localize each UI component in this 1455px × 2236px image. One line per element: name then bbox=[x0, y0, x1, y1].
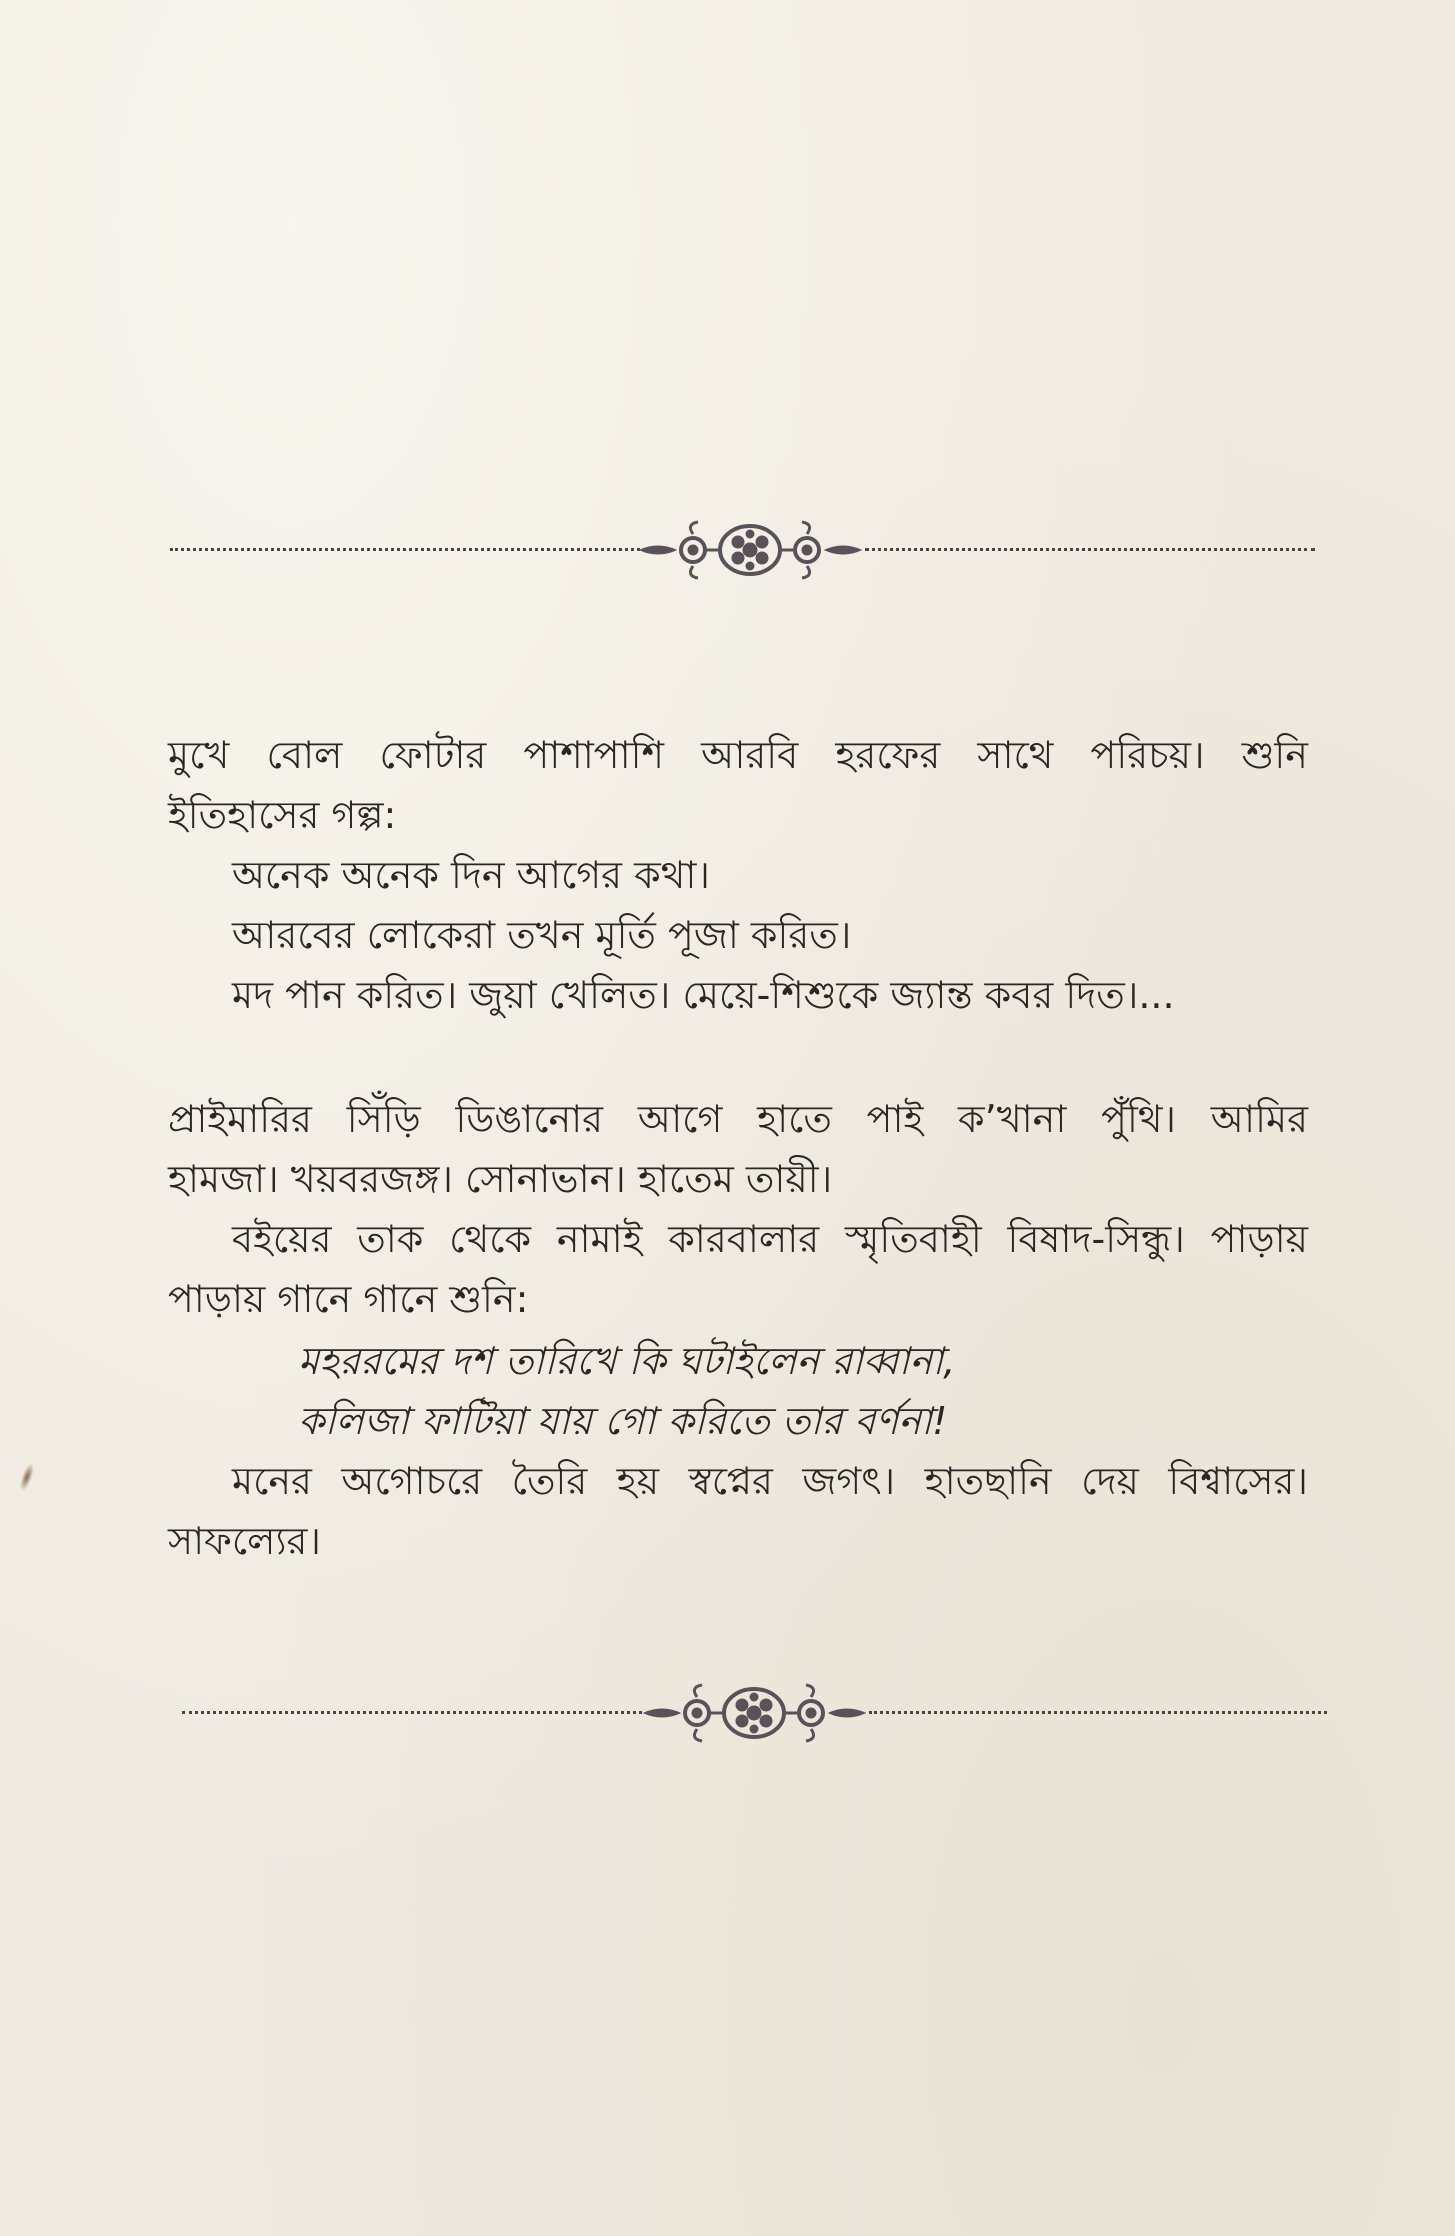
story-line-3: মদ পান করিত। জুয়া খেলিত। মেয়ে-শিশুকে জ্যান্ত কবর দিত।... bbox=[232, 973, 1175, 1017]
floral-ornament-icon bbox=[642, 1683, 867, 1743]
floral-ornament-icon bbox=[638, 520, 863, 580]
top-ornamental-divider bbox=[170, 520, 1315, 580]
paragraph-4-line-1: মনের অগোচরে তৈরি হয় স্বপ্নের জগৎ। হাতছানি দেয় বিশ্বাসের। bbox=[232, 1459, 1308, 1503]
story-line-2: আরবের লোকেরা তখন মূর্তি পূজা করিত। bbox=[232, 913, 852, 957]
dotted-rule-right bbox=[869, 1711, 1327, 1714]
paragraph-4-line-2: সাফল্যের। bbox=[168, 1519, 321, 1563]
verse-line-1: মহররমের দশ তারিখে কি ঘটাইলেন রাব্বানা, bbox=[298, 1339, 956, 1383]
dotted-rule-right bbox=[865, 548, 1315, 551]
paragraph-3-line-1: বইয়ের তাক থেকে নামাই কারবালার স্মৃতিবাহী বিষাদ-সিন্ধু। পাড়ায় bbox=[232, 1217, 1308, 1261]
paragraph-3-line-2: পাড়ায় গানে গানে শুনি: bbox=[168, 1277, 529, 1321]
paragraph-1-line-1: মুখে বোল ফোটার পাশাপাশি আরবি হরফের সাথে পরিচয়। শুনি bbox=[168, 733, 1308, 777]
verse-line-2: কলিজা ফাটিয়া যায় গো করিতে তার বর্ণনা! bbox=[298, 1399, 948, 1443]
story-line-1: অনেক অনেক দিন আগের কথা। bbox=[232, 853, 710, 897]
paragraph-2-line-2: হামজা। খয়বরজঙ্গ। সোনাভান। হাতেম তায়ী। bbox=[168, 1157, 833, 1201]
dotted-rule-left bbox=[182, 1711, 642, 1714]
dotted-rule-left bbox=[170, 548, 640, 551]
bottom-ornamental-divider bbox=[182, 1683, 1327, 1743]
paragraph-1-line-2: ইতিহাসের গল্প: bbox=[168, 793, 397, 837]
paragraph-2-line-1: প্রাইমারির সিঁড়ি ডিঙানোর আগে হাতে পাই ক’খানা পুঁথি। আমির bbox=[168, 1097, 1308, 1141]
paper-stain bbox=[17, 1461, 37, 1493]
body-text bbox=[168, 700, 1316, 1600]
